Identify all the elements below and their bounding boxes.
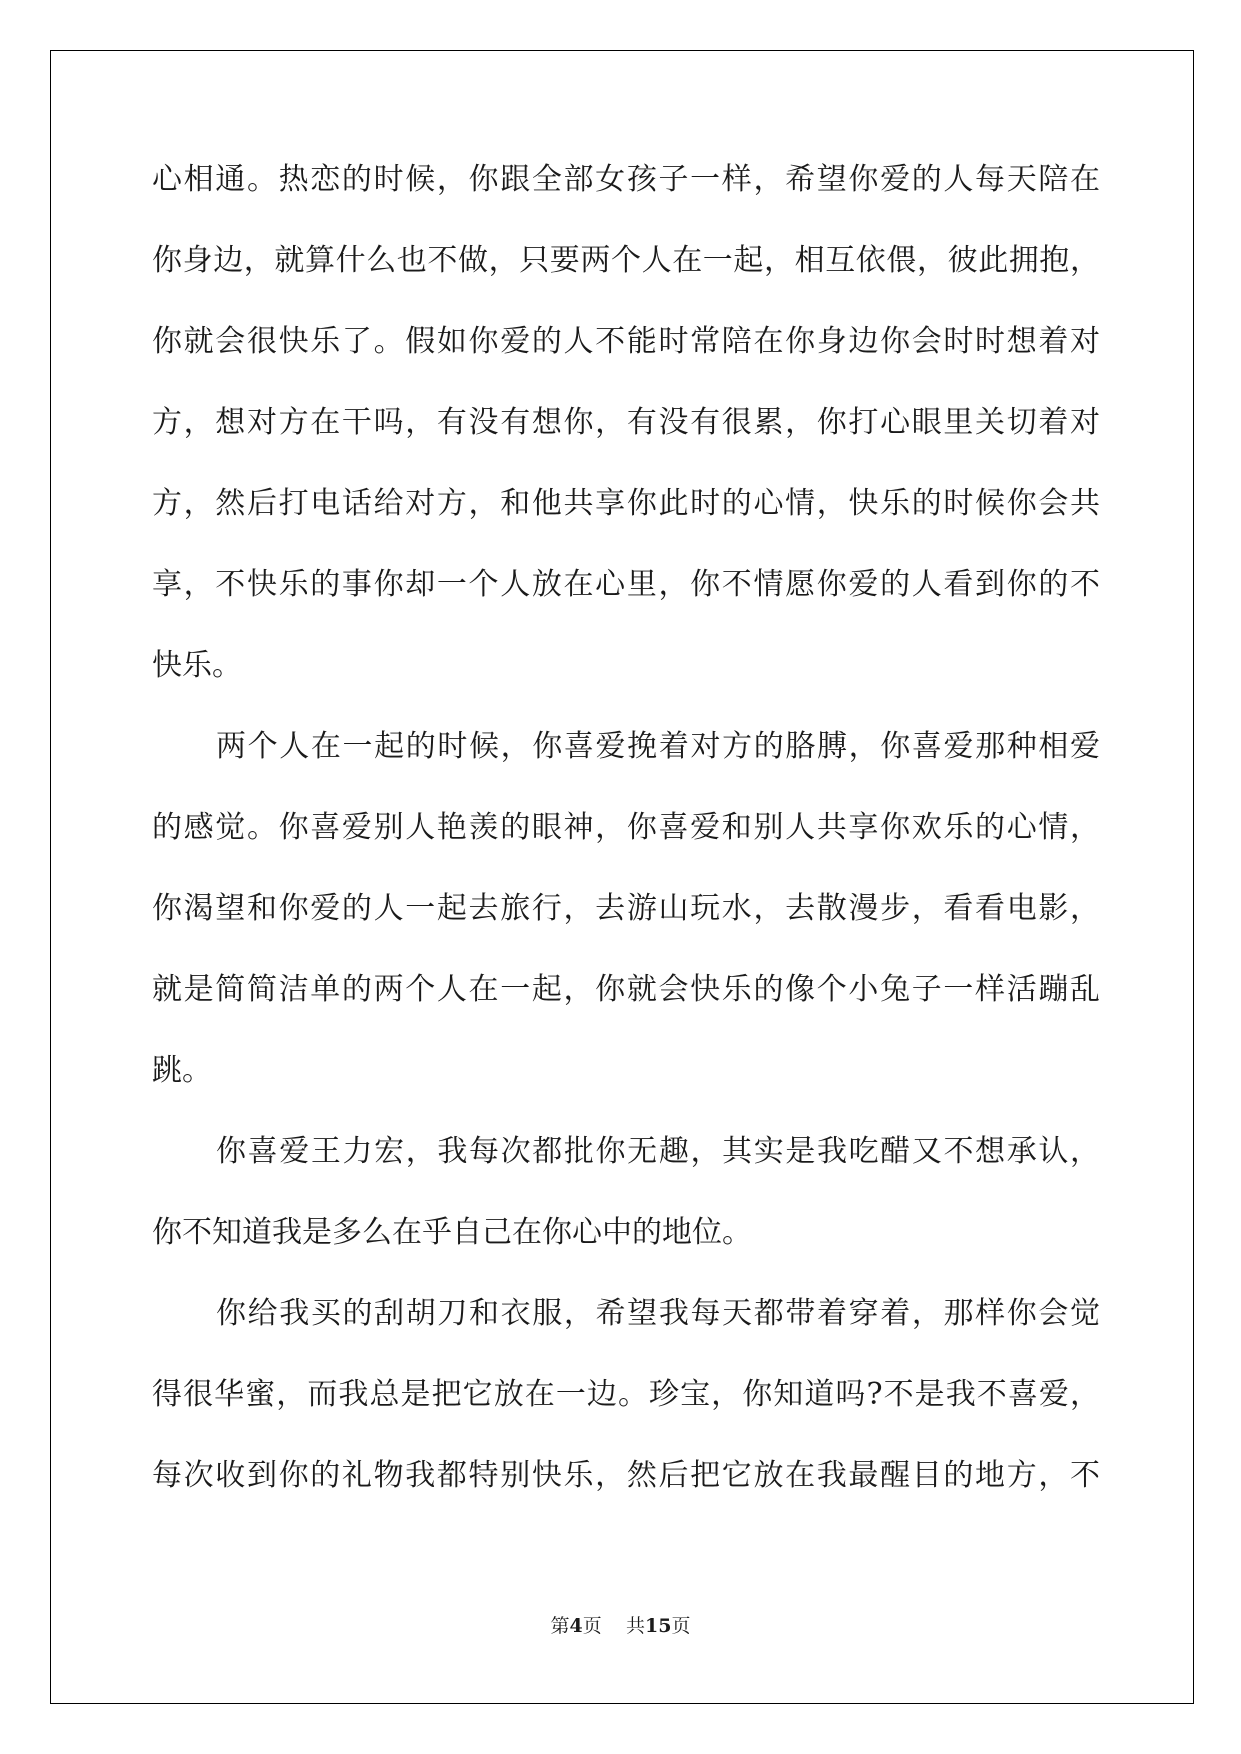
text-line: 两个人在一起的时候，你喜爱挽着对方的胳膊，你喜爱那种相爱	[216, 729, 1100, 764]
text-line: 享，不快乐的事你却一个人放在心里，你不情愿你爱的人看到你的不	[152, 567, 1100, 602]
current-page-number: 4	[569, 1615, 583, 1637]
text-line: 就是简简洁单的两个人在一起，你就会快乐的像个小兔子一样活蹦乱	[152, 972, 1100, 1007]
total-page-count: 15	[644, 1615, 672, 1637]
text-line: 方，然后打电话给对方，和他共享你此时的心情，快乐的时候你会共	[152, 486, 1100, 521]
footer-total-prefix: 共	[625, 1615, 645, 1637]
footer-total-suffix: 页	[671, 1615, 691, 1637]
page-number-footer	[0, 1611, 1241, 1638]
text-line: 你给我买的刮胡刀和衣服，希望我每天都带着穿着，那样你会觉	[216, 1296, 1100, 1331]
text-line: 快乐。	[152, 648, 242, 683]
text-line: 方，想对方在干吗，有没有想你，有没有很累，你打心眼里关切着对	[152, 405, 1100, 440]
text-line: 你就会很快乐了。假如你爱的人不能时常陪在你身边你会时时想着对	[152, 324, 1100, 359]
footer-page-suffix: 页	[582, 1615, 602, 1637]
text-line: 心相通。热恋的时候，你跟全部女孩子一样，希望你爱的人每天陪在	[152, 162, 1100, 197]
footer-prefix: 第	[550, 1615, 570, 1637]
text-line: 的感觉。你喜爱别人艳羡的眼神，你喜爱和别人共享你欢乐的心情，	[152, 810, 1100, 845]
text-line: 跳。	[152, 1053, 212, 1088]
text-line: 每次收到你的礼物我都特别快乐，然后把它放在我最醒目的地方，不	[152, 1458, 1100, 1493]
document-body	[152, 162, 1100, 1539]
text-line: 你身边，就算什么也不做，只要两个人在一起，相互依偎，彼此拥抱，	[152, 243, 1100, 278]
text-line: 你不知道我是多么在乎自己在你心中的地位。	[152, 1215, 752, 1250]
text-line: 你喜爱王力宏，我每次都批你无趣，其实是我吃醋又不想承认，	[216, 1134, 1100, 1169]
text-line: 得很华蜜，而我总是把它放在一边。珍宝，你知道吗?不是我不喜爱，	[152, 1377, 1100, 1412]
text-line: 你渴望和你爱的人一起去旅行，去游山玩水，去散漫步，看看电影，	[152, 891, 1100, 926]
